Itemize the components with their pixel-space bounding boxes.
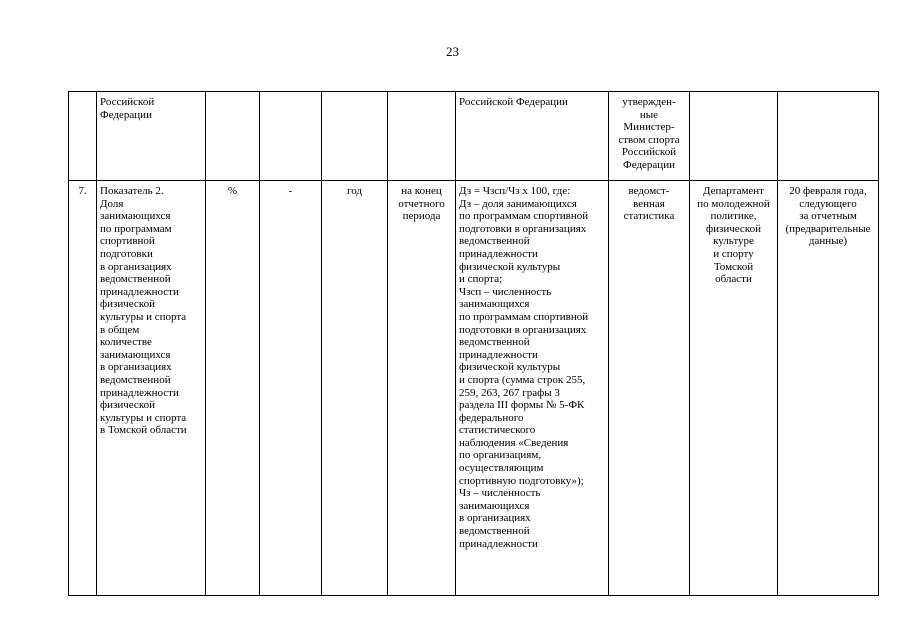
table-row [69, 92, 879, 181]
cell-unit: % [206, 181, 260, 596]
cell-responsible: Департамент по молодежной политике, физической культуре и спорту Томской области [690, 181, 778, 596]
cell-indicator-name: Показатель 2. Доля занимающихся по программам спортивной подготовки в организациях ведомственной принадлежности физической культуры и спорта в общем количестве занимающихся в организациях ведомственной принадлежности физической культуры и спорта в Томской области [97, 181, 206, 596]
cell-periodicity [322, 92, 388, 181]
cell-number [69, 92, 97, 181]
cell-indicator-name: Российской Федерации [97, 92, 206, 181]
cell-calculation-method: Дз = Чзсп/Чз x 100, где: Дз – доля занимающихся по программам спортивной подготовки в организациях ведомственной принадлежности физической культуры и спорта; Чзсп – численность занимающихся по программам спортивной подготовки в организациях ведомственной принадлежности физической культуры и спорта (сумма строк 255, 259, 263, 267 графы 3 раздела III формы № 5-ФК федерального статистического наблюдения «Сведения по организациям, осуществляющим спортивную подготовку»); Чз – численность занимающихся в организациях ведомственной принадлежности [456, 181, 609, 596]
cell-time-characteristic: на конец отчетного периода [388, 181, 456, 596]
cell-unit [206, 92, 260, 181]
cell-direction: - [260, 181, 322, 596]
cell-time-characteristic [388, 92, 456, 181]
page-number: 23 [446, 44, 459, 59]
cell-direction [260, 92, 322, 181]
cell-responsible [690, 92, 778, 181]
cell-number: 7. [69, 181, 97, 596]
table-row [69, 181, 879, 596]
cell-calculation-method: Российской Федерации [456, 92, 609, 181]
cell-data-source: утвержден- ные Министер- ством спорта Российской Федерации [609, 92, 690, 181]
indicator-table [68, 91, 879, 596]
cell-deadline: 20 февраля года, следующего за отчетным (предварительные данные) [778, 181, 879, 596]
cell-periodicity: год [322, 181, 388, 596]
cell-data-source: ведомст- венная статистика [609, 181, 690, 596]
cell-deadline [778, 92, 879, 181]
